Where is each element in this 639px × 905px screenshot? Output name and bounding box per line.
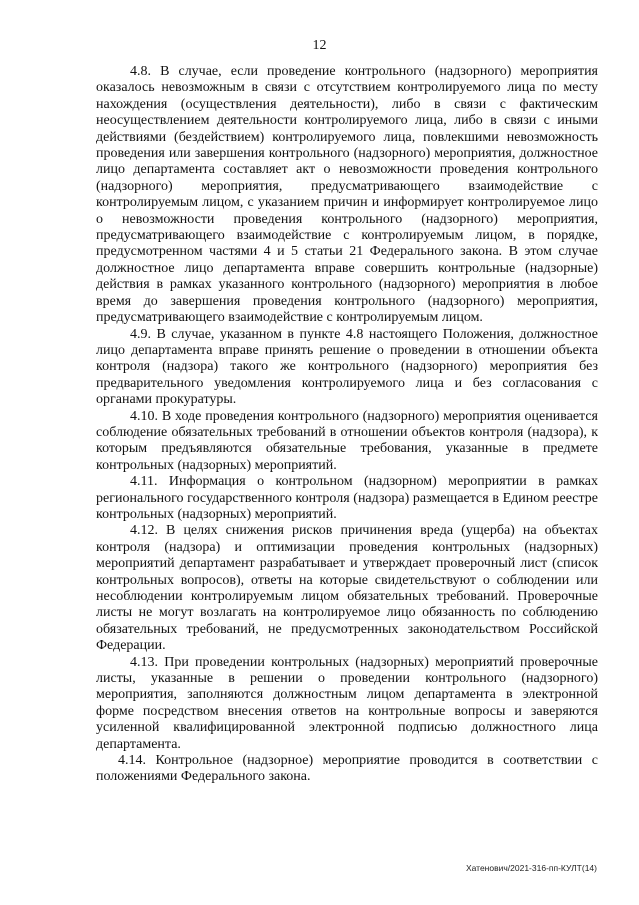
paragraph-4-8: 4.8. В случае, если проведение контрольного (надзорного) мероприятия оказалось невозможным в связи с отсутствием контролируемого лица по месту нахождения (осуществления деятельности), либо в связи с фактическим неосуществлением деятельности контролируемого лица, либо в связи с иными действиями (бездействием) контролируемого лица, повлекшими невозможность проведения или завершения контрольного (надзорного) мероприятия, должностное лицо департамента составляет акт о невозможности проведения контрольного (надзорного) мероприятия, предусматривающего взаимодействие с контролируемым лицом, с указанием причин и информирует контролируемое лицо о невозможности проведения контрольного (надзорного) мероприятия, предусматривающего взаимодействие с контролируемым лицом, в порядке, предусмотренном частями 4 и 5 статьи 21 Федерального закона. В этом случае должностное лицо департамента вправе совершить контрольные (надзорные) действия в рамках указанного контрольного (надзорного) мероприятия в любое время до завершения проведения контрольного (надзорного) мероприятия, предусматривающего взаимодействие с контролируемым лицом. (96, 64, 598, 326)
document-body (96, 64, 598, 786)
paragraph-4-14: 4.14. Контрольное (надзорное) мероприятие проводится в соответствии с положениями Федерального закона. (96, 753, 598, 785)
paragraph-4-9: 4.9. В случае, указанном в пункте 4.8 настоящего Положения, должностное лицо департамента вправе принять решение о проведении в отношении объекта контроля (надзора) такого же контрольного (надзорного) мероприятия без предварительного уведомления контролируемого лица и без согласования с органами прокуратуры. (96, 326, 598, 408)
page-number: 12 (312, 38, 327, 53)
paragraph-4-12: 4.12. В целях снижения рисков причинения вреда (ущерба) на объектах контроля (надзора) и оптимизации проведения контрольных (надзорных) мероприятий департамент разрабатывает и утверждает проверочный лист (список контрольных вопросов), ответы на которые свидетельствуют о соблюдении или несоблюдении контролируемым лицом обязательных требований. Проверочные листы не могут возлагать на контролируемое лицо обязанность по соблюдению обязательных требований, не предусмотренных законодательством Российской Федерации. (96, 523, 598, 654)
paragraph-4-11: 4.11. Информация о контрольном (надзорном) мероприятии в рамках регионального государственного контроля (надзора) размещается в Едином реестре контрольных (надзорных) мероприятий. (96, 474, 598, 522)
paragraph-4-13: 4.13. При проведении контрольных (надзорных) мероприятий проверочные листы, указанные в решении о проведении контрольного (надзорного) мероприятия, заполняются должностным лицом департамента в электронной форме посредством внесения ответов на контрольные вопросы и заверяются усиленной квалифицированной электронной подписью должностного лица департамента. (96, 654, 598, 752)
paragraph-4-10: 4.10. В ходе проведения контрольного (надзорного) мероприятия оценивается соблюдение обязательных требований в отношении объектов контроля (надзора), к которым предъявляются обязательные требования, указанные в предмете контрольных (надзорных) мероприятий. (96, 408, 598, 473)
document-footer-code: Хатенович/2021-316-пп-КУЛТ(14) (465, 863, 597, 873)
